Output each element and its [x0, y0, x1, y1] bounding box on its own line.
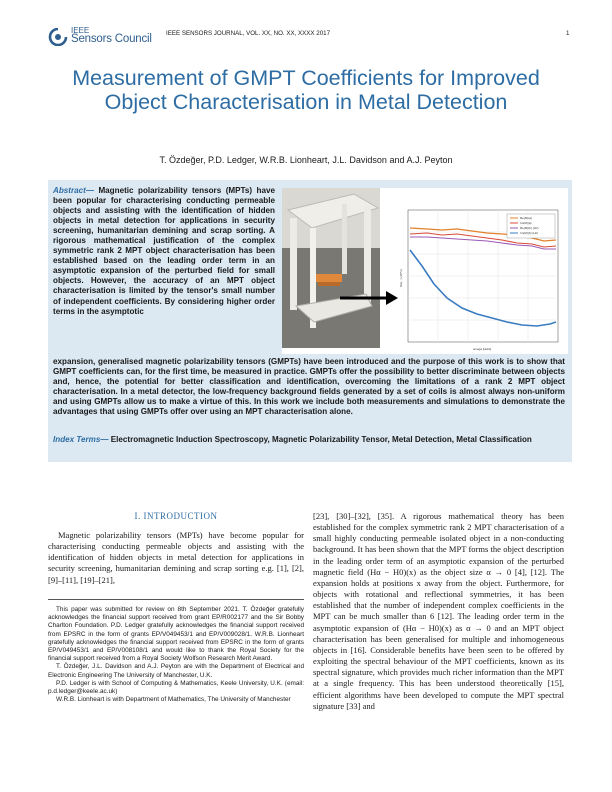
ieee-sensors-council-logo: [48, 26, 160, 48]
abstract-label: Abstract—: [53, 186, 94, 195]
figure-graphic: [282, 188, 568, 354]
section-heading-introduction: I. INTRODUCTION: [134, 511, 218, 521]
abstract-column-text: [53, 186, 275, 317]
abstract-text-part1: Magnetic polarizability tensors (MPTs) have been popular for characterising conducting permeable objects and assisting with the identification of hidden objects in metal detection for applications in security screening, humanitarian demining and scrap sorting. A rigorous mathematical justification of the complex symmetric rank 2 MPT object characterisation has been established based on the leading order term in an asymptotic expansion of the perturbed field for small objects. However, the accuracy of an MPT object characterisation is limited by the tensor's small number of independent coefficients. By considering higher order terms in the asymptotic: [53, 186, 276, 316]
legend-entry-4: Im(M)(b) (Hz): [520, 231, 538, 236]
logo-ieee-text: IEEE: [71, 26, 90, 35]
author-list: T. Özdeğer, P.D. Ledger, W.R.B. Lionheart, J.L. Davidson and A.J. Peyton: [159, 155, 453, 165]
coil-rig-photo: [282, 188, 380, 348]
footnote-funding: This paper was submitted for review on 8th September 2021. T. Özdeğer gratefully acknowledges the financial support received from grant EP/R002177 and the Sir Bobby Charlton Foundation. P.D. Ledger gratefully acknowledges the financial support received from EPSRC in the form of grants EP/V049453/1 and EP/V009028/1. W.R.B. Lionheart gratefully acknowledges the financial support received from EPSRC in the form of grants EP/V049453/1 and EP/V008108/1 and would like to thank the Royal Society for the financial support received from a Royal Society Wolfson Research Merit Award.: [48, 606, 304, 663]
running-head: IEEE SENSORS JOURNAL, VOL. XX, NO. XX, XXXX 2017: [166, 30, 331, 37]
introduction-paragraph: Magnetic polarizability tensors (MPTs) have become popular for characterising conducting permeable objects and assisting with the identification of hidden objects in metal detection for applications in security screening, humanitarian demining and scrap sorting e.g. [1], [2], [9]–[11], [19]–[21],: [48, 530, 304, 585]
plot-xlabel: omega [rad/s]: [472, 347, 492, 351]
page-number: 1: [566, 30, 570, 37]
index-terms-text: Electromagnetic Induction Spectroscopy, Magnetic Polarizability Tensor, Metal Detection, Metal Classification: [110, 435, 532, 444]
footnote-affiliation-3: W.R.B. Lionheart is with Department of Mathematics, The University of Manchester: [56, 696, 291, 704]
footnote-affiliation-1: T. Özdeğer, J.L. Davidson and A.J. Peyton are with the Department of Electrical and Electronic Engineering The University of Manchester, U.K.: [48, 663, 304, 679]
logo-council-text: Sensors Council: [71, 33, 152, 45]
plot-ylabel: Re(...) (10^x): [399, 269, 403, 287]
index-terms: [53, 435, 565, 445]
paper-title: Measurement of GMPT Coefficients for Improved Object Characterisation in Metal Detection: [72, 66, 540, 114]
sensor-logo-icon: [48, 28, 68, 46]
footnotes-block: [48, 606, 304, 704]
footnote-divider: [48, 599, 304, 600]
legend-entry-3: Re(M)(b) (Hz): [520, 226, 539, 231]
spectral-signature-plot: [399, 210, 558, 351]
legend-entry-1: Re(M)(a): [520, 216, 532, 221]
graphical-abstract-figure: [282, 188, 568, 354]
right-column-paragraph: [23], [30]–[32], [35]. A rigorous mathematical theory has been established for the complex symmetric rank 2 MPT characterisation of a small highly conducting permeable isolated object in a non-conducting background. It has been shown that the MPT forms the object description in the leading order term of an asymptotic expansion of the perturbed magnetic field (Hα − H0)(x) as the object size α → 0 [4], [12]. The expansion holds at positions x away from the object. Furthermore, for objects with rotational and reflectional symmetries, it has been established that the number of independent complex coefficients in the MPT can be much smaller than 6 [12]. The leading order term in the asymptotic expansion of (Hα − H0)(x) as α → 0 and an MPT object characterisation has been generalised for multiple and inhomogeneous objects in [16]. Considerable benefits have been seen to be offered by exploiting the spectral behaviour of the MPT coefficients, known as its spectral signature, which provides much richer information than the MPT at a single frequency. This has been understood theoretically [15], efficient algorithms have been developed to compute the MPT spectral signature [33] and: [313, 511, 564, 711]
legend-entry-2: Im(M)(a): [520, 221, 532, 226]
index-terms-label: Index Terms—: [53, 435, 109, 444]
abstract-full-width-text: expansion, generalised magnetic polarizability tensors (GMPTs) have been introduced and the purpose of this work is to show that GMPT coefficients can, for the first time, be measured in practice. GMPTs offer the possibility to better discriminate between objects and, hence, the potential for better classification and identification, overcoming the limitations of a rank 2 MPT object characterisation. In a metal detector, the low-frequency background fields generated by a set of coils is almost always non-uniform and using GMPTs allow us to make a virtue of this. In this work we include both measurements and simulations to demonstrate the advantages that using GMPTs offer over using an MPT characterisation alone.: [53, 357, 565, 417]
footnote-affiliation-2: P.D. Ledger is with School of Computing & Mathematics, Keele University, U.K. (email: p.d.ledger@keele.ac.uk): [48, 679, 304, 696]
